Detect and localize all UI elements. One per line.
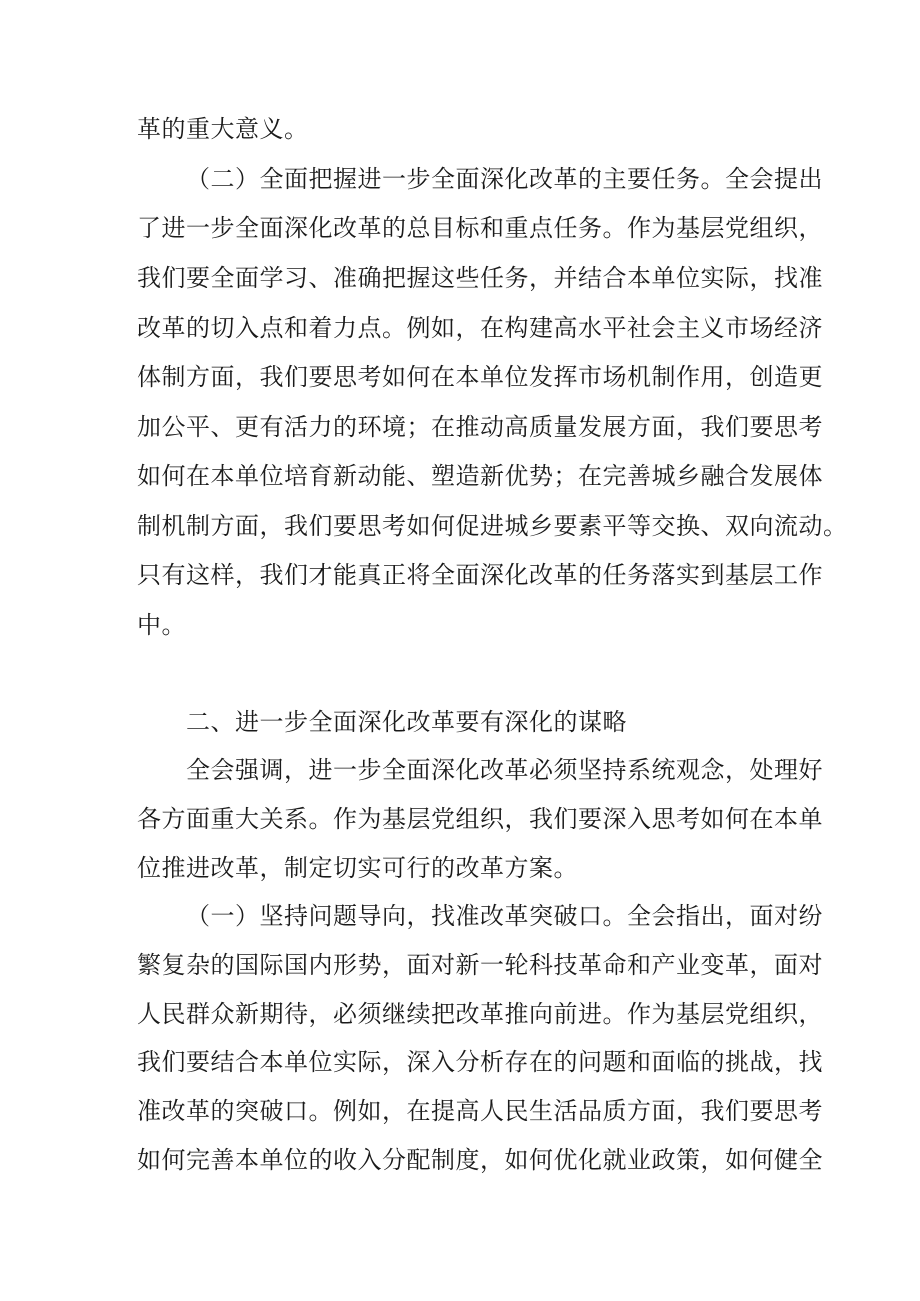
paragraph-line: 我们要全面学习、准确把握这些任务，并结合本单位实际，找准 (137, 264, 823, 292)
paragraph-line: 如何在本单位培育新动能、塑造新优势；在完善城乡融合发展体 (137, 462, 823, 490)
paragraph-line: 如何完善本单位的收入分配制度，如何优化就业政策，如何健全 (137, 1146, 823, 1174)
paragraph-line: 加公平、更有活力的环境；在推动高质量发展方面，我们要思考 (137, 413, 823, 441)
paragraph-line: 改革的切入点和着力点。例如，在构建高水平社会主义市场经济 (137, 314, 823, 342)
paragraph-line: 全会强调，进一步全面深化改革必须坚持系统观念，处理好 (186, 756, 823, 784)
paragraph-line: 我们要结合本单位实际，深入分析存在的问题和面临的挑战，找 (137, 1048, 823, 1076)
paragraph-line: 只有这样，我们才能真正将全面深化改革的任务落实到基层工作 (137, 561, 823, 589)
paragraph-line: 体制方面，我们要思考如何在本单位发挥市场机制作用，创造更 (137, 363, 823, 391)
paragraph-line: 位推进改革，制定切实可行的改革方案。 (137, 854, 578, 882)
paragraph-line: 各方面重大关系。作为基层党组织，我们要深入思考如何在本单 (137, 805, 823, 833)
paragraph-line: 制机制方面，我们要思考如何促进城乡要素平等交换、双向流动。 (137, 512, 848, 540)
paragraph-line: 人民群众新期待，必须继续把改革推向前进。作为基层党组织， (137, 1000, 823, 1028)
section-heading-line: （二）全面把握进一步全面深化改革的主要任务。全会提出 (186, 165, 823, 193)
paragraph-line: 中。 (137, 611, 186, 639)
chapter-heading: 二、进一步全面深化改革要有深化的谋略 (186, 708, 627, 736)
paragraph-line: 繁复杂的国际国内形势，面对新一轮科技革命和产业变革，面对 (137, 951, 823, 979)
paragraph-line: 准改革的突破口。例如，在提高人民生活品质方面，我们要思考 (137, 1097, 823, 1125)
paragraph-line: 了进一步全面深化改革的总目标和重点任务。作为基层党组织， (137, 214, 823, 242)
section-heading-line: （一）坚持问题导向，找准改革突破口。全会指出，面对纷 (186, 902, 823, 930)
paragraph-line: 革的重大意义。 (137, 115, 309, 143)
